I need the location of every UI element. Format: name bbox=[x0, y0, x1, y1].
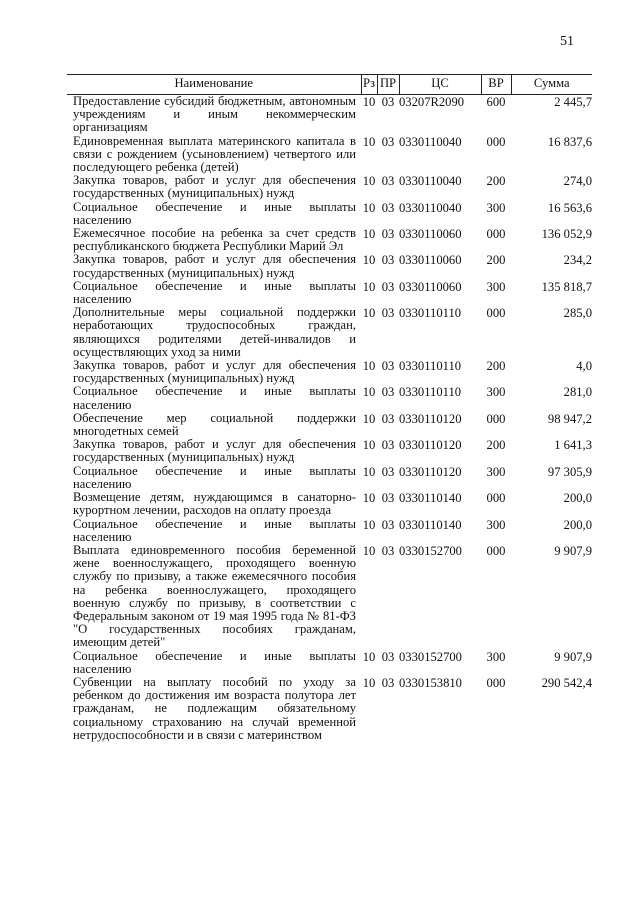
row-sum: 274,0 bbox=[563, 174, 592, 189]
row-name: Дополнительные меры социальной поддержки неработающих трудоспособных граждан, являющихся родителями детей-инвалидов и осуществляющих уход за ними bbox=[73, 305, 356, 359]
row-vr: 300 bbox=[486, 464, 506, 479]
row-rz: 10 bbox=[362, 543, 376, 558]
row-sum: 200,0 bbox=[563, 491, 592, 506]
row-name: Обеспечение мер социальной поддержки многодетных семей bbox=[73, 410, 356, 439]
row-cs: 0330110060 bbox=[399, 253, 462, 268]
table-row bbox=[67, 650, 592, 676]
row-sum: 4,0 bbox=[576, 359, 592, 374]
row-pr: 03 bbox=[381, 359, 395, 374]
table-row bbox=[67, 544, 592, 650]
row-sum: 136 052,9 bbox=[541, 227, 592, 242]
row-cs: 0330110060 bbox=[399, 279, 462, 294]
row-pr: 03 bbox=[381, 227, 395, 242]
row-rz: 10 bbox=[362, 649, 376, 664]
row-pr: 03 bbox=[381, 95, 395, 109]
row-pr: 03 bbox=[381, 543, 395, 558]
table-row bbox=[67, 465, 592, 491]
row-name: Выплата единовременного пособия беременной жене военнослужащего, проходящего военную службу по призыву, а также ежемесячного пособия на ребенка военнослужащего, проходящего военную службу по призыву, в соответствии с Федеральным законом от 19 мая 1995 года № 81-ФЗ "О государственных пособиях гражданам, имеющим детей" bbox=[73, 542, 356, 650]
row-cs: 0330152700 bbox=[399, 649, 462, 664]
row-cs: 0330110110 bbox=[399, 306, 462, 321]
row-sum: 97 305,9 bbox=[547, 464, 592, 479]
row-sum: 1 641,3 bbox=[554, 438, 592, 453]
row-cs: 0330110040 bbox=[399, 200, 462, 215]
row-cs: 0330153810 bbox=[399, 675, 462, 690]
row-pr: 03 bbox=[381, 134, 395, 149]
row-pr: 03 bbox=[381, 174, 395, 189]
row-sum: 9 907,9 bbox=[554, 649, 592, 664]
table-header bbox=[67, 75, 592, 95]
row-rz: 10 bbox=[362, 411, 376, 426]
row-vr: 000 bbox=[486, 675, 506, 690]
row-cs: 0330110110 bbox=[399, 359, 462, 374]
row-vr: 000 bbox=[486, 227, 506, 242]
table-row bbox=[67, 385, 592, 411]
row-pr: 03 bbox=[381, 464, 395, 479]
row-vr: 200 bbox=[486, 359, 506, 374]
row-cs: 0330110120 bbox=[399, 464, 462, 479]
row-rz: 10 bbox=[362, 306, 376, 321]
table-row bbox=[67, 518, 592, 544]
row-cs: 0330110120 bbox=[399, 411, 462, 426]
row-pr: 03 bbox=[381, 306, 395, 321]
row-rz: 10 bbox=[362, 174, 376, 189]
table-row bbox=[67, 135, 592, 175]
row-rz: 10 bbox=[362, 279, 376, 294]
row-rz: 10 bbox=[362, 227, 376, 242]
row-vr: 300 bbox=[486, 517, 506, 532]
header-rz: Рз bbox=[361, 75, 377, 95]
row-cs: 0330110060 bbox=[399, 227, 462, 242]
header-pr: ПР bbox=[377, 75, 399, 95]
row-vr: 300 bbox=[486, 279, 506, 294]
row-pr: 03 bbox=[381, 279, 395, 294]
row-rz: 10 bbox=[362, 200, 376, 215]
row-vr: 300 bbox=[486, 200, 506, 215]
row-sum: 16 837,6 bbox=[547, 134, 592, 149]
row-vr: 000 bbox=[486, 491, 506, 506]
row-vr: 000 bbox=[486, 411, 506, 426]
row-name: Субвенции на выплату пособий по уходу за ребенком до достижения им возраста полутора лет гражданам, не подлежащим обязательному социальному страхованию на случай временной нетрудоспособности и в связи с материнством bbox=[73, 674, 356, 742]
row-cs: 0330152700 bbox=[399, 543, 462, 558]
page-number: 51 bbox=[560, 34, 574, 49]
row-vr: 300 bbox=[486, 385, 506, 400]
row-rz: 10 bbox=[362, 95, 376, 109]
row-vr: 200 bbox=[486, 174, 506, 189]
table-row bbox=[67, 676, 592, 742]
row-rz: 10 bbox=[362, 491, 376, 506]
row-name: Единовременная выплата материнского капитала в связи с рождением (усыновлением) четвертого или последующего ребенка (детей) bbox=[73, 133, 356, 175]
row-name: Закупка товаров, работ и услуг для обеспечения государственных (муниципальных) нужд bbox=[73, 437, 356, 465]
row-vr: 000 bbox=[486, 306, 506, 321]
row-sum: 281,0 bbox=[563, 385, 592, 400]
row-sum: 290 542,4 bbox=[541, 675, 592, 690]
row-pr: 03 bbox=[381, 411, 395, 426]
row-cs: 0330110120 bbox=[399, 438, 462, 453]
row-cs: 0330110140 bbox=[399, 491, 462, 506]
table-row bbox=[67, 253, 592, 279]
row-vr: 300 bbox=[486, 649, 506, 664]
row-sum: 2 445,7 bbox=[554, 95, 592, 109]
row-rz: 10 bbox=[362, 134, 376, 149]
row-cs: 0330110040 bbox=[399, 134, 462, 149]
row-pr: 03 bbox=[381, 675, 395, 690]
row-name: Социальное обеспечение и иные выплаты населению bbox=[73, 278, 356, 307]
table-row bbox=[67, 306, 592, 359]
row-pr: 03 bbox=[381, 517, 395, 532]
row-cs: 0330110110 bbox=[399, 385, 462, 400]
row-pr: 03 bbox=[381, 385, 395, 400]
row-sum: 98 947,2 bbox=[547, 411, 592, 426]
row-vr: 200 bbox=[486, 253, 506, 268]
header-sum: Сумма bbox=[511, 75, 592, 95]
row-pr: 03 bbox=[381, 253, 395, 268]
row-rz: 10 bbox=[362, 253, 376, 268]
row-rz: 10 bbox=[362, 675, 376, 690]
table-row bbox=[67, 438, 592, 464]
row-cs: 0330110040 bbox=[399, 174, 462, 189]
row-name: Закупка товаров, работ и услуг для обеспечения государственных (муниципальных) нужд bbox=[73, 252, 356, 280]
row-name: Социальное обеспечение и иные выплаты населению bbox=[73, 463, 356, 491]
row-name: Предоставление субсидий бюджетным, автономным учреждениям и иным некоммерческим организациям bbox=[73, 94, 356, 135]
row-vr: 000 bbox=[486, 543, 506, 558]
budget-table bbox=[67, 74, 592, 742]
row-name: Закупка товаров, работ и услуг для обеспечения государственных (муниципальных) нужд bbox=[73, 358, 356, 386]
table-body bbox=[67, 95, 592, 742]
table-row bbox=[67, 280, 592, 306]
table-row bbox=[67, 95, 592, 135]
header-name: Наименование bbox=[67, 75, 361, 95]
header-vr: ВР bbox=[481, 75, 511, 95]
table-row bbox=[67, 201, 592, 227]
row-name: Возмещение детям, нуждающимся в санаторно-курортном лечении, расходов на оплату проезда bbox=[73, 490, 356, 518]
row-name: Социальное обеспечение и иные выплаты населению bbox=[73, 648, 356, 676]
row-sum: 135 818,7 bbox=[541, 279, 592, 294]
row-vr: 000 bbox=[486, 134, 506, 149]
row-rz: 10 bbox=[362, 359, 376, 374]
row-vr: 600 bbox=[486, 95, 506, 109]
row-cs: 0330110140 bbox=[399, 517, 462, 532]
row-pr: 03 bbox=[381, 200, 395, 215]
row-sum: 285,0 bbox=[563, 306, 592, 321]
table-row bbox=[67, 227, 592, 253]
row-rz: 10 bbox=[362, 464, 376, 479]
row-rz: 10 bbox=[362, 385, 376, 400]
row-pr: 03 bbox=[381, 438, 395, 453]
row-name: Закупка товаров, работ и услуг для обеспечения государственных (муниципальных) нужд bbox=[73, 173, 356, 201]
row-sum: 200,0 bbox=[563, 517, 592, 532]
row-name: Социальное обеспечение и иные выплаты населению bbox=[73, 199, 356, 227]
row-sum: 9 907,9 bbox=[554, 543, 592, 558]
table-row bbox=[67, 174, 592, 200]
row-name: Социальное обеспечение и иные выплаты населению bbox=[73, 384, 356, 412]
row-name: Социальное обеспечение и иные выплаты населению bbox=[73, 516, 356, 544]
row-pr: 03 bbox=[381, 649, 395, 664]
row-rz: 10 bbox=[362, 438, 376, 453]
header-cs: ЦС bbox=[399, 75, 481, 95]
row-sum: 234,2 bbox=[563, 253, 592, 268]
row-rz: 10 bbox=[362, 517, 376, 532]
row-vr: 200 bbox=[486, 438, 506, 453]
table-row bbox=[67, 359, 592, 385]
table-row bbox=[67, 412, 592, 438]
row-pr: 03 bbox=[381, 491, 395, 506]
table-row bbox=[67, 491, 592, 517]
row-cs: 03207R2090 bbox=[399, 95, 465, 109]
row-name: Ежемесячное пособие на ребенка за счет средств республиканского бюджета Республики Марий Эл bbox=[73, 226, 356, 254]
row-sum: 16 563,6 bbox=[547, 200, 592, 215]
